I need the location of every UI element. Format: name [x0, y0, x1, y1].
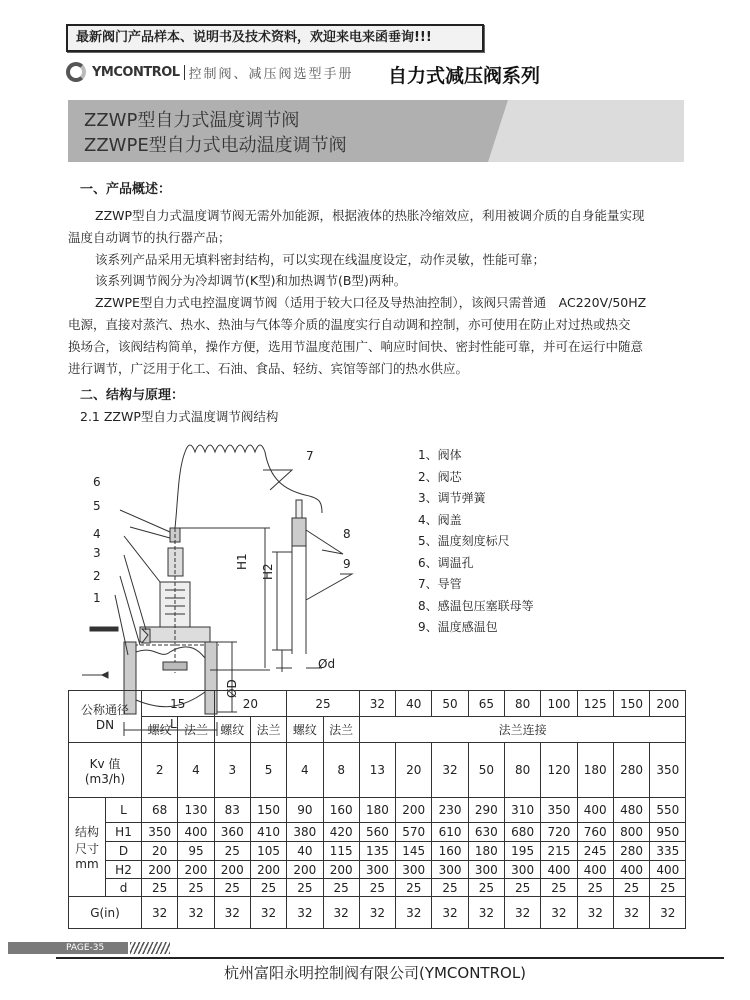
dn-header [69, 691, 142, 743]
legend-item: 9、温度感温包 [418, 620, 498, 634]
kv-value: 180 [577, 743, 613, 798]
dimension-value: 245 [577, 842, 613, 861]
dimension-value: 680 [504, 823, 540, 842]
kv-value: 280 [613, 743, 649, 798]
g-value: 32 [287, 897, 323, 929]
table-row [69, 798, 686, 823]
g-value: 32 [613, 897, 649, 929]
kv-value: 80 [504, 743, 540, 798]
kv-value: 350 [650, 743, 686, 798]
dimension-value: 570 [396, 823, 432, 842]
g-value: 32 [396, 897, 432, 929]
dimension-value: 350 [142, 823, 178, 842]
dimension-value: 25 [178, 879, 214, 897]
section-heading-overview: 一、产品概述： [80, 182, 172, 197]
kv-header [69, 743, 142, 798]
dimension-value: 25 [577, 879, 613, 897]
kv-value: 50 [468, 743, 504, 798]
dimension-value: 380 [287, 823, 323, 842]
dimension-header [69, 798, 106, 897]
dimension-value: 335 [650, 842, 686, 861]
spec-table [68, 690, 686, 929]
dimension-value: 280 [613, 842, 649, 861]
dimension-value: 200 [178, 861, 214, 879]
dimension-value: 200 [323, 861, 359, 879]
dimension-value: 95 [178, 842, 214, 861]
paragraph-line: ZZWPE型自力式电控温度调节阀（适用于较大口径及导热油控制），该阀只需普通 AC220V/50HZ [95, 295, 647, 310]
dimension-value: 310 [504, 798, 540, 823]
paragraph-line: 进行调节，广泛用于化工、石油、食品、轻纺、宾馆等部门的热水供应。 [68, 361, 469, 376]
dimension-value: 115 [323, 842, 359, 861]
dimension-value: 800 [613, 823, 649, 842]
dn-value: 25 [287, 691, 360, 717]
dimension-value: 350 [541, 798, 577, 823]
dimension-value: 400 [577, 798, 613, 823]
callout-5: 5 [93, 499, 101, 513]
kv-value: 3 [214, 743, 250, 798]
dimension-value: 550 [650, 798, 686, 823]
dn-value: 80 [504, 691, 540, 717]
legend-item: 3、调节弹簧 [418, 491, 486, 505]
dimension-value: 145 [396, 842, 432, 861]
dn-label: 公称通径 [81, 703, 130, 717]
kv-label: Kv 值 [89, 756, 121, 771]
legend-item: 4、阀盖 [418, 512, 462, 527]
g-value: 32 [468, 897, 504, 929]
connection-type: 螺纹 [287, 717, 323, 743]
dimension-value: 25 [504, 879, 540, 897]
dimension-value: 195 [504, 842, 540, 861]
paragraph-line: 该系列调节阀分为冷却调节(K型)和加热调节(B型)两种。 [95, 273, 407, 288]
dimension-value: 200 [214, 861, 250, 879]
legend-item: 2、阀芯 [418, 469, 462, 484]
dimension-value: 160 [323, 798, 359, 823]
g-value: 32 [504, 897, 540, 929]
dn-value: 65 [468, 691, 504, 717]
table-row [69, 743, 686, 798]
callout-6: 6 [93, 475, 101, 489]
dimension-value: 25 [432, 879, 468, 897]
dimension-label: 结构 [74, 825, 99, 839]
dimension-value: 400 [178, 823, 214, 842]
dn-value: 125 [577, 691, 613, 717]
g-value: 32 [323, 897, 359, 929]
dn-sub: DN [95, 718, 115, 732]
dimension-name: d [106, 879, 142, 897]
dimension-value: 610 [432, 823, 468, 842]
dimension-value: 25 [142, 879, 178, 897]
dimension-value: 25 [468, 879, 504, 897]
g-value: 32 [541, 897, 577, 929]
kv-value: 2 [142, 743, 178, 798]
kv-value: 13 [359, 743, 395, 798]
dn-value: 40 [396, 691, 432, 717]
dimension-value: 950 [650, 823, 686, 842]
manual-subtitle: 控制阀、减压阀选型手册 [188, 66, 354, 82]
section-heading-structure: 二、结构与原理： [80, 388, 185, 403]
dimension-value: 720 [541, 823, 577, 842]
callout-8: 8 [343, 527, 351, 541]
kv-value: 8 [323, 743, 359, 798]
legend-item: 6、调温孔 [418, 555, 474, 570]
title-banner [68, 100, 684, 162]
dimension-value: 180 [468, 842, 504, 861]
dimension-value: 40 [287, 842, 323, 861]
dn-value: 20 [214, 691, 287, 717]
paragraph-line: 该系列产品采用无填料密封结构，可以实现在线温度设定，动作灵敏，性能可靠； [95, 252, 546, 267]
product-title-1: ZZWP型自力式温度调节阀 [84, 110, 300, 131]
dimension-label: 尺寸 [74, 842, 99, 856]
dimension-value: 215 [541, 842, 577, 861]
dimension-value: 400 [541, 861, 577, 879]
dimension-value: 200 [142, 861, 178, 879]
kv-value: 32 [432, 743, 468, 798]
kv-value: 20 [396, 743, 432, 798]
table-row [69, 842, 686, 861]
dn-value: 200 [650, 691, 686, 717]
dimension-value: 300 [468, 861, 504, 879]
dimension-value: 25 [396, 879, 432, 897]
dimension-value: 300 [504, 861, 540, 879]
dimension-name: D [106, 842, 142, 861]
table-row [69, 897, 686, 929]
g-value: 32 [650, 897, 686, 929]
dimension-name: L [106, 798, 142, 823]
figure-caption: 2.1 ZZWP型自力式温度调节阀结构 [80, 409, 279, 424]
kv-unit: (m3/h) [84, 771, 126, 786]
dn-value: 32 [359, 691, 395, 717]
dimension-value: 20 [142, 842, 178, 861]
dimension-value: 25 [214, 879, 250, 897]
dimension-value: 400 [613, 861, 649, 879]
dimension-value: 400 [577, 861, 613, 879]
dim-d: Ød [318, 657, 336, 671]
table-row [69, 823, 686, 842]
dimension-value: 630 [468, 823, 504, 842]
dimension-value: 480 [613, 798, 649, 823]
brand-header [66, 60, 354, 84]
dimension-value: 25 [613, 879, 649, 897]
dimension-value: 200 [287, 861, 323, 879]
footer-rule [56, 957, 724, 959]
dimension-value: 83 [214, 798, 250, 823]
g-value: 32 [214, 897, 250, 929]
brand-name: YMCONTROL [92, 65, 185, 80]
dn-value: 100 [541, 691, 577, 717]
table-row [69, 717, 686, 743]
connection-type: 法兰 [250, 717, 286, 743]
dimension-value: 410 [250, 823, 286, 842]
page-number: PAGE-35 [8, 942, 128, 954]
kv-value: 5 [250, 743, 286, 798]
callout-1: 1 [93, 591, 101, 605]
dimension-value: 560 [359, 823, 395, 842]
dimension-value: 25 [214, 842, 250, 861]
dimension-value: 135 [359, 842, 395, 861]
legend-item: 7、导管 [418, 577, 462, 591]
dimension-value: 25 [359, 879, 395, 897]
paragraph-line: 换场合，该阀结构简单，操作方便，选用节温度范围广、响应时间快、密封性能可靠，并可在运行中随意 [68, 339, 644, 354]
dn-value: 50 [432, 691, 468, 717]
dimension-value: 300 [432, 861, 468, 879]
dimension-value: 360 [214, 823, 250, 842]
callout-7: 7 [306, 449, 314, 463]
callout-2: 2 [93, 569, 101, 583]
connection-type: 法兰 [178, 717, 214, 743]
dimension-value: 105 [250, 842, 286, 861]
connection-type: 螺纹 [214, 717, 250, 743]
dimension-value: 300 [396, 861, 432, 879]
dimension-value: 25 [650, 879, 686, 897]
dimension-value: 150 [250, 798, 286, 823]
table-row [69, 879, 686, 897]
table-row [69, 691, 686, 717]
g-value: 32 [359, 897, 395, 929]
dimension-value: 130 [178, 798, 214, 823]
legend-item: 5、温度刻度标尺 [418, 534, 510, 548]
dimension-value: 68 [142, 798, 178, 823]
dim-h2: H2 [261, 563, 275, 580]
g-value: 32 [178, 897, 214, 929]
dim-h1: H1 [235, 553, 249, 570]
notice-banner: 最新阀门产品样本、说明书及技术资料，欢迎来电来函垂询!!! [66, 24, 484, 52]
dimension-value: 180 [359, 798, 395, 823]
dimension-value: 420 [323, 823, 359, 842]
dimension-value: 25 [250, 879, 286, 897]
kv-value: 120 [541, 743, 577, 798]
dimension-value: 25 [287, 879, 323, 897]
callout-3: 3 [93, 546, 101, 560]
dimension-value: 760 [577, 823, 613, 842]
g-value: 32 [432, 897, 468, 929]
dimension-value: 200 [250, 861, 286, 879]
dimension-name: H1 [106, 823, 142, 842]
dimension-value: 160 [432, 842, 468, 861]
connection-type: 螺纹 [142, 717, 178, 743]
g-value: 32 [250, 897, 286, 929]
dimension-value: 25 [541, 879, 577, 897]
callout-9: 9 [343, 557, 351, 571]
dim-l: L [170, 717, 177, 731]
page-hatch-decoration [130, 942, 170, 954]
legend-item: 8、感温包压塞联母等 [418, 598, 534, 613]
paragraph-line: 电源，直接对蒸汽、热水、热油与气体等介质的温度实行自动调和控制，亦可使用在防止对过热或热交 [68, 317, 631, 332]
parts-legend [418, 446, 534, 640]
kv-value: 4 [287, 743, 323, 798]
series-title: 自力式减压阀系列 [388, 65, 541, 87]
connection-type: 法兰 [323, 717, 359, 743]
dimension-value: 300 [359, 861, 395, 879]
g-value: 32 [577, 897, 613, 929]
kv-value: 4 [178, 743, 214, 798]
paragraph-line: ZZWP型自力式温度调节阀无需外加能源，根据液体的热胀冷缩效应，利用被调介质的自身能量实现 [95, 208, 645, 223]
connection-flange: 法兰连接 [359, 717, 686, 743]
g-value: 32 [142, 897, 178, 929]
dimension-value: 230 [432, 798, 468, 823]
paragraph-line: 温度自动调节的执行器产品； [68, 230, 231, 245]
dimension-value: 290 [468, 798, 504, 823]
g-header: G(in) [69, 897, 142, 929]
company-name: 杭州富阳永明控制阀有限公司(YMCONTROL) [223, 964, 527, 982]
dimension-value: 400 [650, 861, 686, 879]
ymcontrol-logo-icon [66, 62, 86, 82]
dim-od: ØD [225, 679, 239, 698]
callout-4: 4 [93, 527, 101, 541]
dimension-value: 90 [287, 798, 323, 823]
dn-value: 15 [142, 691, 215, 717]
product-title-2: ZZWPE型自力式电动温度调节阀 [84, 135, 347, 156]
dimension-value: 200 [396, 798, 432, 823]
dimension-value: 25 [323, 879, 359, 897]
dimension-label: mm [75, 857, 99, 871]
legend-item: 1、阀体 [418, 448, 462, 462]
table-row [69, 861, 686, 879]
dn-value: 150 [613, 691, 649, 717]
dimension-name: H2 [106, 861, 142, 879]
